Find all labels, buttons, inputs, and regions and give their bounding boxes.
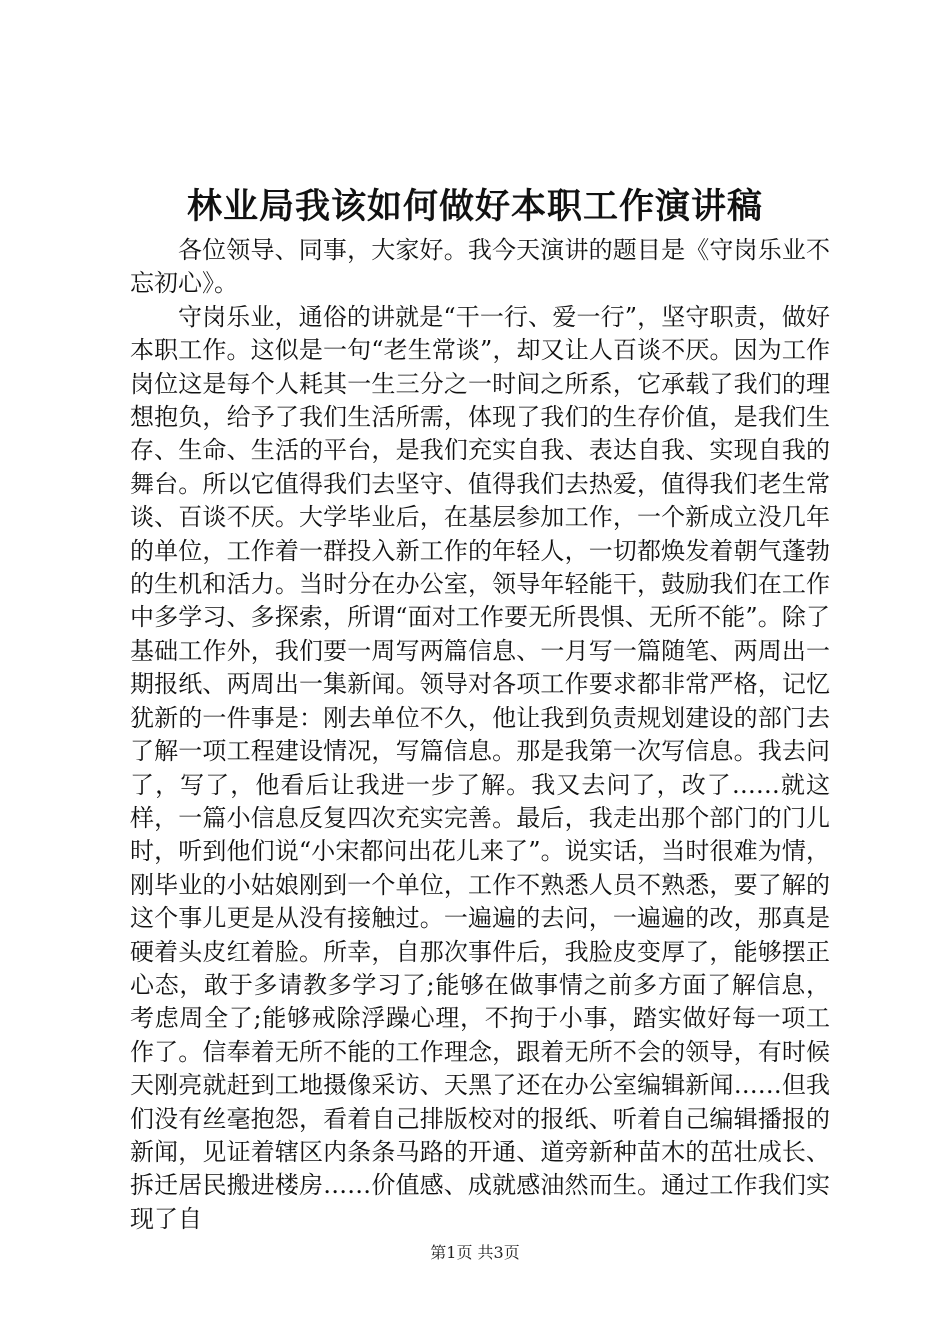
paragraph-main: 守岗乐业，通俗的讲就是“干一行、爱一行”，坚守职责，做好本职工作。这似是一句“老生常谈”，却又让人百谈不厌。因为工作岗位这是每个人耗其一生三分之一时间之所系，它承载了我们的理想抱负，给予了我们生活所需，体现了我们的生存价值，是我们生存、生命、生活的平台，是我们充实自我、表达自我、实现自我的舞台。所以它值得我们去坚守、值得我们去热爱，值得我们老生常谈、百谈不厌。大学毕业后，在基层参加工作，一个新成立没几年的单位，工作着一群投入新工作的年轻人，一切都焕发着朝气蓬勃的生机和活力。当时分在办公室，领导年轻能干，鼓励我们在工作中多学习、多探索，所谓“面对工作要无所畏惧、无所不能”。除了基础工作外，我们要一周写两篇信息、一月写一篇随笔、两周出一期报纸、两周出一集新闻。领导对各项工作要求都非常严格，记忆犹新的一件事是：刚去单位不久，他让我到负责规划建设的部门去了解一项工程建设情况，写篇信息。那是我第一次写信息。我去问了，写了，他看后让我进一步了解。我又去问了，改了……就这样，一篇小信息反复四次充实完善。最后，我走出那个部门的门儿时，听到他们说“小宋都问出花儿来了”。说实话，当时很难为情，刚毕业的小姑娘刚到一个单位，工作不熟悉人员不熟悉，要了解的这个事儿更是从没有接触过。一遍遍的去问，一遍遍的改，那真是硬着头皮红着脸。所幸，自那次事件后，我脸皮变厚了，能够摆正心态，敢于多请教多学习了;能够在做事情之前多方面了解信息，考虑周全了;能够戒除浮躁心理，不拘于小事，踏实做好每一项工作了。信奉着无所不能的工作理念，跟着无所不会的领导，有时候天刚亮就赶到工地摄像采访、天黑了还在办公室编辑新闻……但我们没有丝毫抱怨，看着自己排版校对的报纸、听着自己编辑播报的新闻，见证着辖区内条条马路的开通、道旁新种苗木的茁壮成长、拆迁居民搬进楼房……价值感、成就感油然而生。通过工作我们实现了自 [130,302,830,1233]
document-body [130,234,830,1236]
paragraph-greeting: 各位领导、同事，大家好。我今天演讲的题目是《守岗乐业不忘初心》。 [130,236,830,298]
document-title: 林业局我该如何做好本职工作演讲稿 [186,186,763,227]
page-number-footer: 第1页 共3页 [430,1243,520,1262]
